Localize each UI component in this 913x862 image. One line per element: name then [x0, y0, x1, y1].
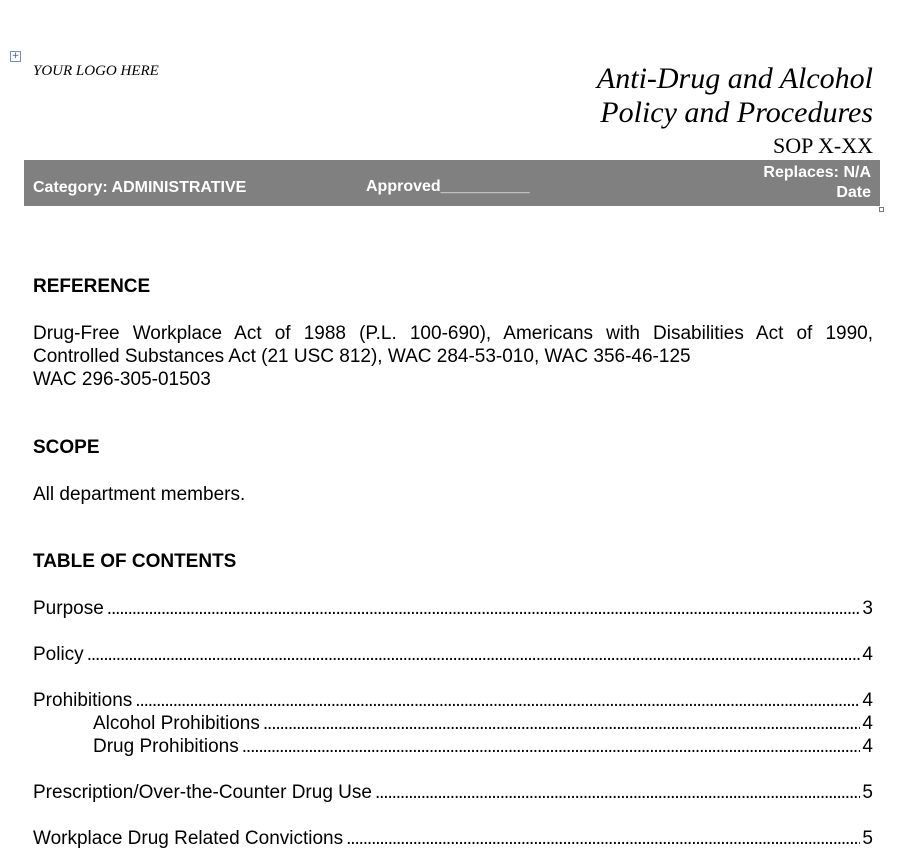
document-title [597, 62, 873, 130]
toc-entry-page: 3 [862, 598, 873, 619]
replaces-label: Replaces: N/A [763, 164, 871, 181]
toc-entry-page: 4 [862, 736, 873, 757]
toc-entry-page: 4 [862, 713, 873, 734]
replaces-block [763, 163, 871, 203]
toc-entry-prescription-drug-use[interactable] [33, 781, 873, 805]
table-move-handle-icon[interactable]: + [11, 51, 20, 61]
toc-entry-page: 5 [862, 782, 873, 803]
toc-entry-label: Alcohol Prohibitions [93, 713, 260, 734]
toc-leader-dots [242, 735, 861, 759]
toc-entry-page: 5 [862, 828, 873, 849]
title-line-2: Policy and Procedures [600, 96, 873, 129]
toc-entry-purpose[interactable] [33, 597, 873, 621]
toc-entry-alcohol-prohibitions[interactable] [93, 712, 873, 736]
toc-entry-page: 4 [862, 690, 873, 711]
scope-text: All department members. [33, 484, 246, 505]
toc-leader-dots [107, 597, 861, 621]
toc-entry-label: Purpose [33, 598, 104, 619]
toc-entry-label: Prescription/Over-the-Counter Drug Use [33, 782, 372, 803]
sop-number: SOP X-XX [772, 133, 873, 158]
reference-text [33, 322, 873, 391]
toc-leader-dots [87, 643, 861, 667]
toc-leader-dots [135, 689, 860, 713]
header-info-bar [24, 160, 880, 206]
scope-heading: SCOPE [33, 437, 100, 458]
toc-entry-label: Workplace Drug Related Convictions [33, 828, 344, 849]
toc-heading: TABLE OF CONTENTS [33, 551, 237, 572]
reference-line-2: Controlled Substances Act (21 USC 812), WAC 284-53-010, WAC 356-46-125 [33, 346, 691, 367]
toc-entry-drug-prohibitions[interactable] [93, 735, 873, 759]
toc-leader-dots [346, 827, 860, 851]
toc-entry-policy[interactable] [33, 643, 873, 667]
approved-label: Approved__________ [366, 178, 530, 195]
reference-line-1: Drug-Free Workplace Act of 1988 (P.L. 100-690), Americans with Disabilities Act of 1990, [33, 323, 873, 344]
date-label: Date [836, 184, 871, 201]
toc-entry-label: Policy [33, 644, 84, 665]
toc-entry-workplace-convictions[interactable] [33, 827, 873, 851]
table-resize-handle[interactable] [879, 207, 884, 212]
reference-heading: REFERENCE [33, 276, 151, 297]
toc-leader-dots [375, 781, 860, 805]
toc-entry-label: Drug Prohibitions [93, 736, 239, 757]
toc-entry-page: 4 [862, 644, 873, 665]
category-label: Category: ADMINISTRATIVE [33, 179, 247, 196]
reference-line-3: WAC 296-305-01503 [33, 369, 211, 390]
toc-leader-dots [263, 712, 861, 736]
title-line-1: Anti-Drug and Alcohol [596, 62, 873, 95]
toc-entry-prohibitions[interactable] [33, 689, 873, 713]
logo-placeholder: YOUR LOGO HERE [33, 63, 159, 79]
toc-entry-label: Prohibitions [33, 690, 133, 711]
